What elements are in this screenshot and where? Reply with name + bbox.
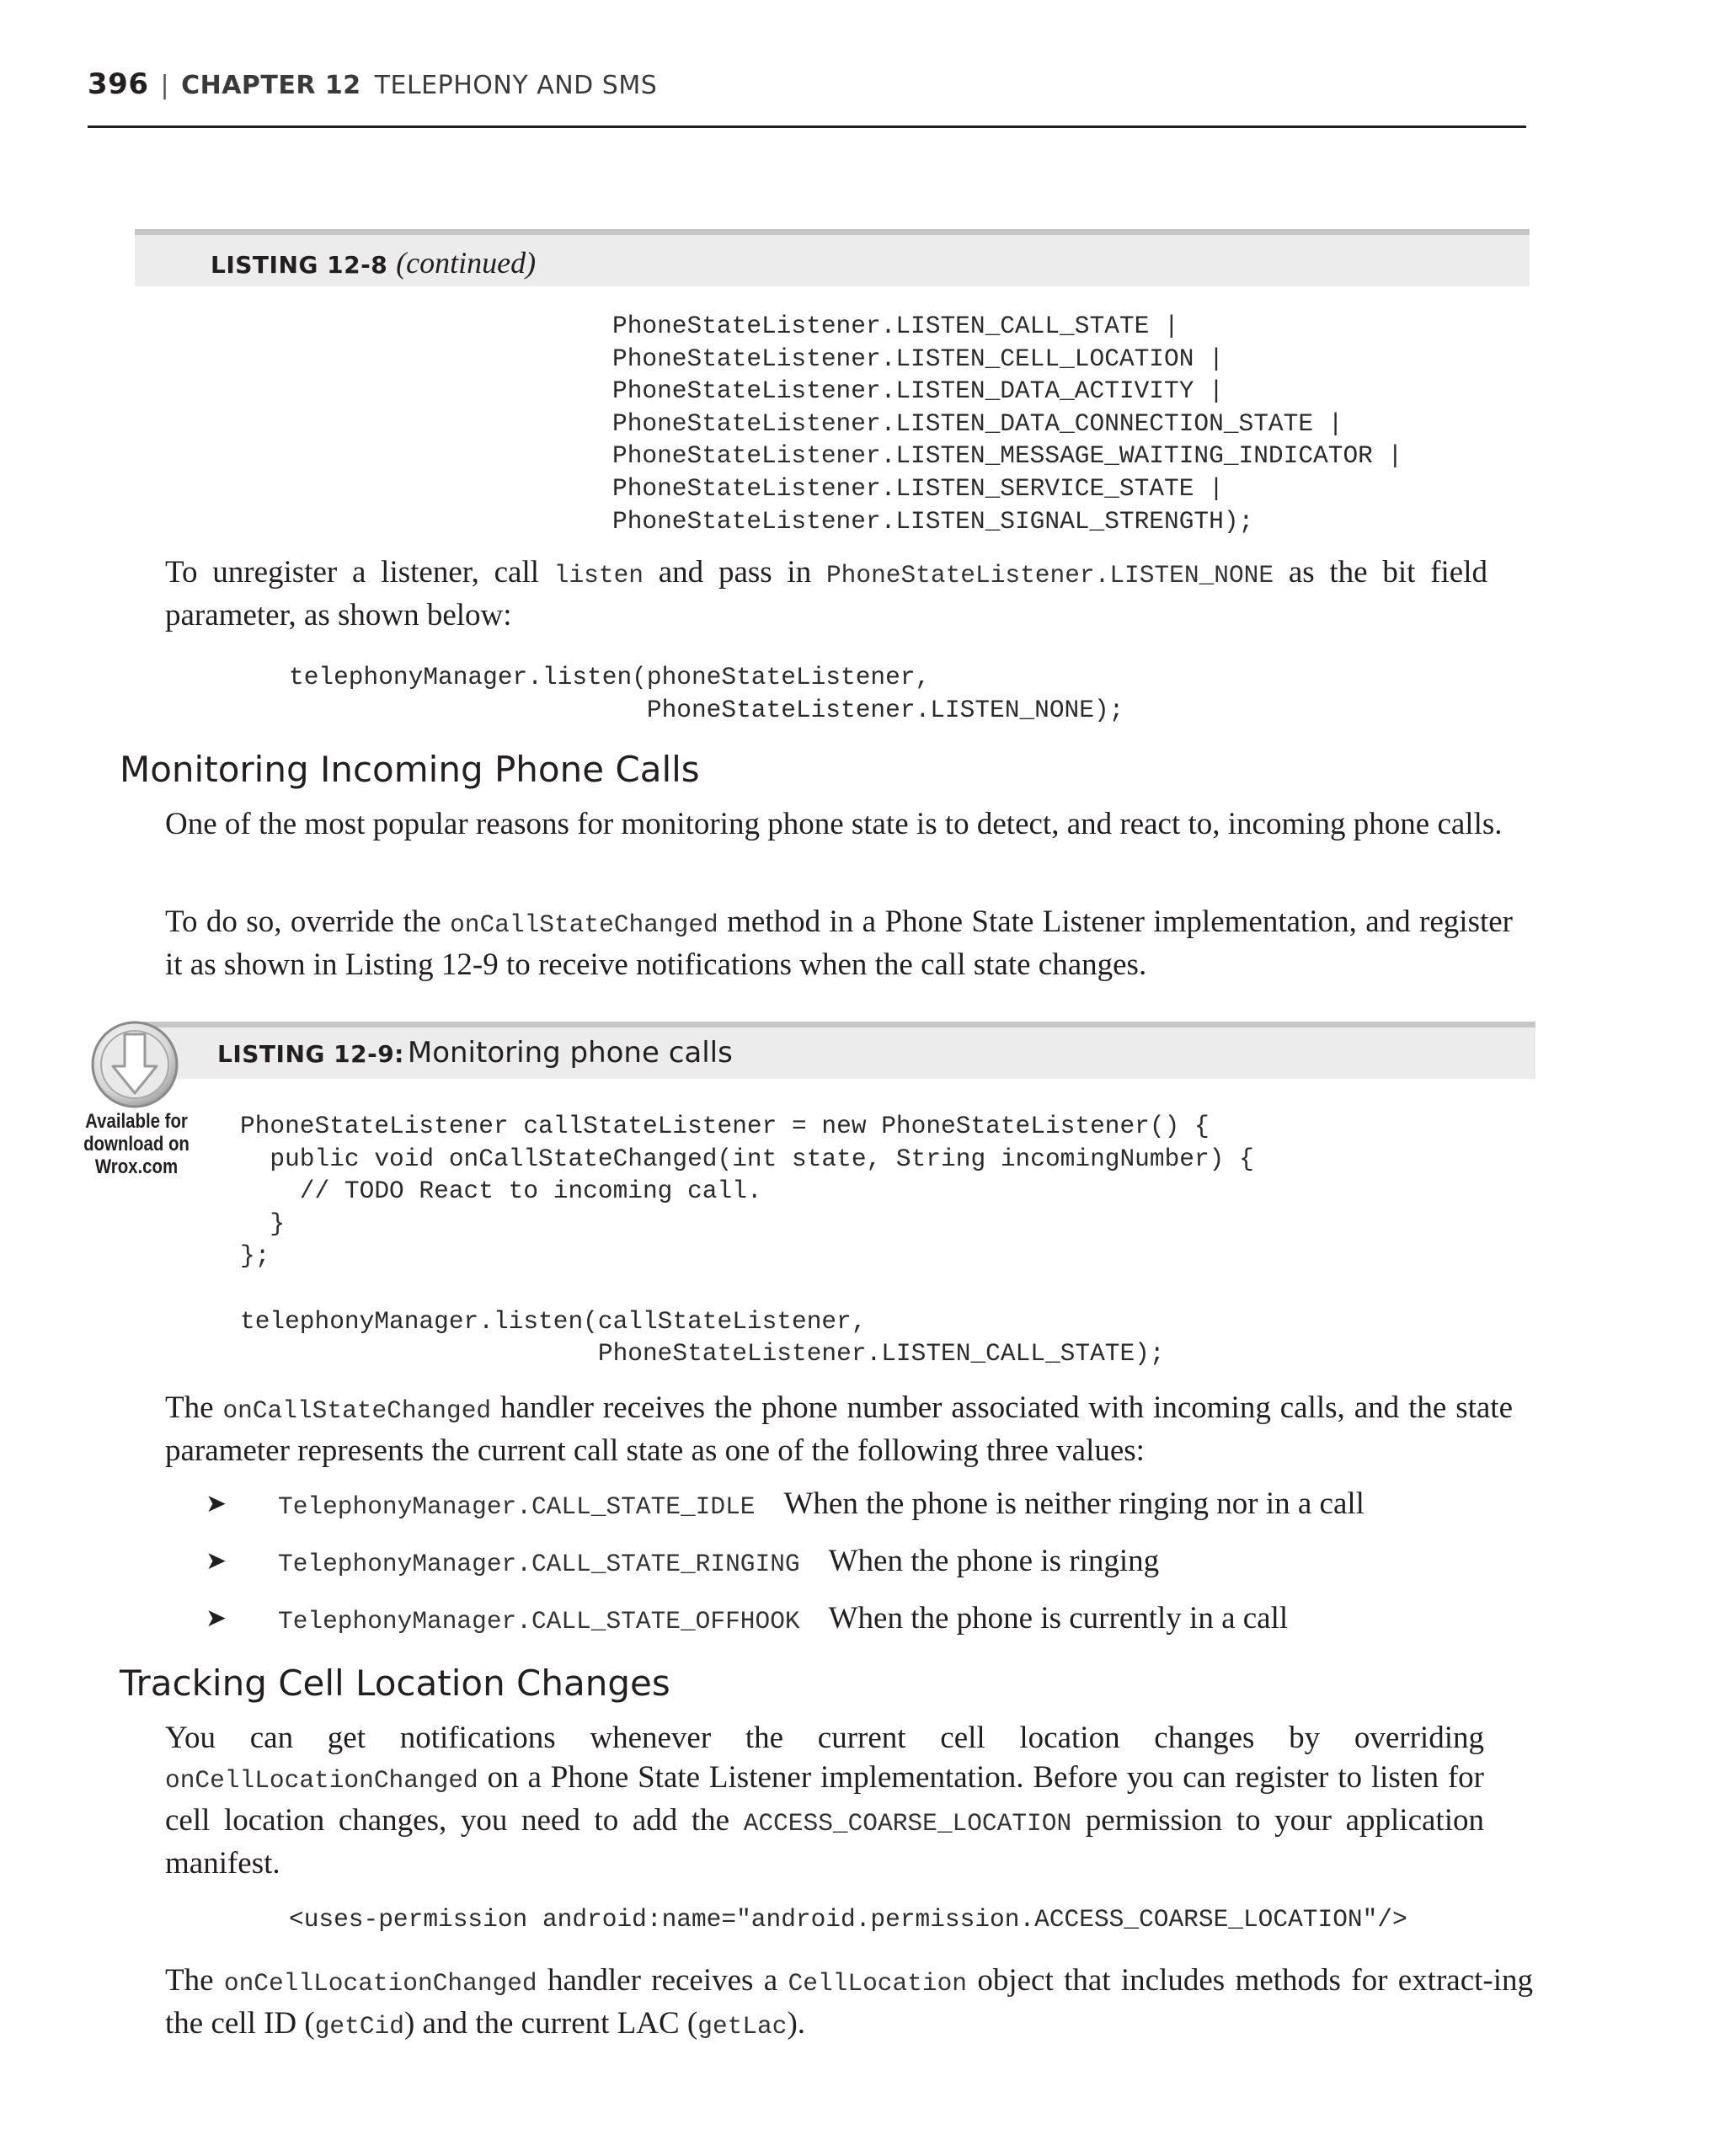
header-rule — [88, 125, 1526, 128]
bullet-arrow-icon: ➤ — [206, 1546, 227, 1576]
page-number: 396 — [88, 67, 149, 101]
bullet-arrow-icon: ➤ — [206, 1604, 227, 1633]
paragraph-override: To do so, override the onCallStateChanged method in a Phone State Listener implementation, and register it as shown in Listing 12-9 to receive notifications when the call state changes. — [165, 905, 1513, 982]
chapter-title: TELEPHONY AND SMS — [374, 71, 658, 100]
download-arrow-icon — [89, 1019, 180, 1110]
listing-12-8-code: PhoneStateListener.LISTEN_CALL_STATE | PhoneStateListener.LISTEN_CELL_LOCATION | PhoneStateListener.LISTEN_DATA_ACTIVITY | PhoneStateListener.LISTEN_DATA_CONNECTION_STATE | PhoneStateListener.LISTEN_MESSAGE_WAITING_INDICATOR | PhoneStateListener.LISTEN_SERVICE_STATE | PhoneStateListener.LISTEN_SIGNAL_STRENGTH); — [612, 312, 1403, 536]
paragraph-popular-reasons: One of the most popular reasons for monitoring phone state is to detect, and react to, incoming phone calls. — [165, 807, 1503, 841]
list-item: ➤ TelephonyManager.CALL_STATE_IDLE When the phone is neither ringing nor in a call — [206, 1486, 1365, 1521]
list-item: ➤ TelephonyManager.CALL_STATE_RINGING When the phone is ringing — [206, 1544, 1160, 1578]
listing-12-8-bar — [135, 229, 1530, 286]
bullet-arrow-icon: ➤ — [206, 1489, 227, 1518]
listing-label: LISTING 12-8 — [211, 251, 388, 279]
chapter-label: CHAPTER 12 — [181, 71, 361, 100]
code-unregister: telephonyManager.listen(phoneStateListener, PhoneStateListener.LISTEN_NONE); — [289, 663, 1124, 724]
listing-title: Monitoring phone calls — [407, 1036, 733, 1070]
listing-continued: (continued) — [396, 246, 537, 280]
code-uses-permission: <uses-permission android:name="android.permission.ACCESS_COARSE_LOCATION"/> — [289, 1905, 1407, 1934]
listing-12-9-bar — [143, 1022, 1535, 1079]
running-header — [88, 67, 657, 101]
paragraph-unregister: To unregister a listener, call listen and pass in PhoneStateListener.LISTEN_NONE as the bit field parameter, as shown below: — [165, 555, 1487, 632]
listing-label: LISTING 12-9: — [217, 1040, 404, 1068]
listing-12-9-code: PhoneStateListener callStateListener = new PhoneStateListener() { public void onCallStateChanged(int state, String incomingNumber) { // TODO React to incoming call. } }; telephonyManager.listen(callStateListener, PhoneStateListener.LISTEN_CALL_STATE); — [240, 1112, 1254, 1369]
paragraph-cell-location: You can get notifications whenever the current cell location changes by overriding onCellLocationChanged on a Phone State Listener implementation. Before you can register to listen for cell location changes, you need to add the ACCESS_COARSE_LOCATION permission to your application manifest. — [165, 1721, 1484, 1881]
download-note: Available for download on Wrox.com — [83, 1110, 190, 1178]
section-heading-monitoring-calls: Monitoring Incoming Phone Calls — [120, 749, 700, 790]
paragraph-cell-location-handler: The onCellLocationChanged handler receives a CellLocation object that includes methods for extract-ing the cell ID (getCid) and the current LAC (getLac). — [165, 1963, 1533, 2041]
list-item: ➤ TelephonyManager.CALL_STATE_OFFHOOK When the phone is currently in a call — [206, 1601, 1289, 1636]
paragraph-handler: The onCallStateChanged handler receives the phone number associated with incoming calls, and the state parameter represents the current call state as one of the following three values: — [165, 1390, 1513, 1468]
header-separator: | — [160, 71, 170, 100]
section-heading-cell-location: Tracking Cell Location Changes — [120, 1662, 670, 1704]
